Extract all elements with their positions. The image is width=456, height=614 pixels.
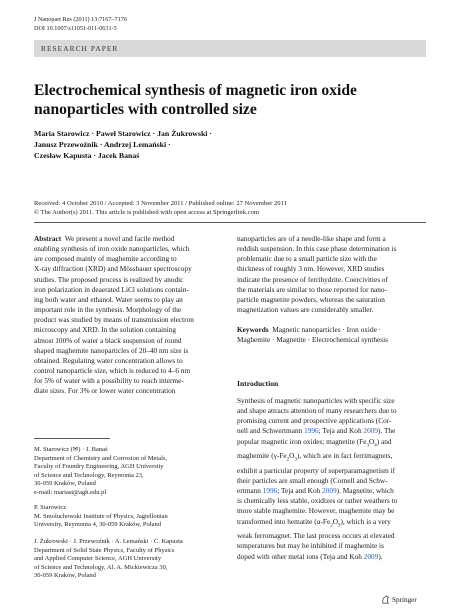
keywords-line: Maghemite · Magnetite · Electrochemical synthesis — [237, 335, 388, 345]
affiliation-line: 30-059 Kraków, Poland — [34, 480, 96, 487]
journal-header — [34, 16, 127, 33]
abstract-line: diate sizes. For 3% or lower water concentration — [34, 386, 176, 396]
author-line: Janusz Przewoźnik · Andrzej Lemański · — [34, 140, 171, 149]
keywords-heading: Keywords — [237, 325, 269, 334]
affiliation-line: University, Reymonta 4, 30-059 Kraków, Poland — [34, 521, 161, 528]
affiliation-block — [34, 446, 224, 497]
intro-line: maghemite $(\gamma-Fe_2O_3)$, which are in fact ferrimagnets, — [237, 451, 393, 463]
abstract-continued — [237, 234, 427, 315]
abstract-line: enabling synthesis of iron oxide nanoparticles, which — [34, 244, 190, 254]
abstract-line: reddish suspension. In this case phase determination is — [237, 244, 397, 254]
abstract-line: problematic due to a small particle size with the — [237, 254, 377, 264]
abstract-line: for 5% of water with a possibility to reach interme- — [34, 376, 184, 386]
section-label-bar — [34, 40, 426, 57]
intro-line: and shape attracts attention of many researchers due to — [237, 406, 397, 416]
abstract-line: obtained. Regulating water concentration allows to — [34, 355, 183, 365]
intro-line: promising current and prospective applications (Cor- — [237, 416, 392, 426]
affiliation-line: Department of Chemistry and Corrosion of Metals, — [34, 454, 168, 462]
publication-dates — [34, 200, 434, 217]
intro-line: doped with other metal ions (Teja and Koh 2009). — [237, 551, 383, 561]
introduction-heading: Introduction — [237, 379, 279, 388]
abstract-line: microscopy and XRD. In the solution containing — [34, 325, 177, 335]
abstract-line: magnetization values are considerably smaller. — [237, 305, 374, 315]
abstract-line: particle magnetite powders, whereas the saturation — [237, 294, 385, 304]
abstract-line: thickness of roughly 3 nm. However, XRD studies — [237, 264, 385, 274]
divider — [34, 222, 426, 223]
springer-horse-icon — [381, 595, 390, 604]
intro-line: popular magnetic iron oxides; magnetite $(Fe_3O_4)$ and — [237, 436, 392, 449]
intro-line: more stable maghemite. However, maghemite may be — [237, 506, 395, 516]
intro-line: nell and Schwertmann 1996; Teja and Koh 2009). The — [237, 426, 396, 436]
keywords — [237, 325, 427, 345]
affiliation-line: M. Smoluchowski Institute of Physics, Jagiellonian — [34, 512, 168, 520]
abstract-line: shaped maghemite nanoparticles of 20–40 nm size is — [34, 345, 189, 355]
abstract-line: the materials are similar to those reported for nano- — [237, 284, 387, 294]
publisher-name: Springer — [392, 596, 417, 604]
abstract — [34, 234, 224, 397]
footnote-divider — [34, 438, 110, 439]
intro-line: transformed into hematite $(\alpha-Fe_2O_3)$, which is a very — [237, 516, 391, 529]
abstract-line: ing both water and ethanol. Water seems to play an — [34, 294, 183, 304]
intro-line: their particles are small enough (Cornell and Schw- — [237, 476, 388, 485]
intro-line: ertmann 1996; Teja and Koh 2009). Magnetite, which — [237, 486, 394, 496]
intro-line: temperatures but may be inhibited if maghemite is — [237, 541, 384, 551]
author-line: Czesław Kapusta · Jacek Banaś — [34, 151, 140, 160]
doi[interactable]: DOI 10.1007/s11051-011-0631-5 — [34, 24, 117, 32]
abstract-line: nanoparticles are of a needle-like shape and form a — [237, 234, 386, 243]
author-line: Maria Starowicz · Paweł Starowicz · Jan Żukrowski · — [34, 129, 213, 138]
abstract-line: important role in the synthesis. Morphology of the — [34, 305, 182, 315]
affiliation-line: J. Żukrowski · J. Przewoźnik · A. Lemański · C. Kapusta — [34, 538, 183, 545]
abstract-line: X-ray diffraction (XRD) and Mössbauer spectroscopy — [34, 264, 192, 274]
author-list — [34, 128, 374, 161]
copyright-line: © The Author(s) 2011. This article is published with open access at Springerlink.com — [34, 208, 260, 216]
intro-line: weak ferromagnet. The last process occurs at elevated — [237, 531, 395, 541]
affiliation-line: of Science and Technology, Al. A. Mickiewicza 30, — [34, 563, 168, 571]
affiliation-block — [34, 504, 224, 530]
affiliation-line: of Science and Technology, Reymonta 23, — [34, 471, 144, 479]
abstract-heading: Abstract — [34, 234, 62, 243]
affiliation-line: and Applied Computer Science, AGH University — [34, 555, 162, 562]
journal-citation: J Nanopart Res (2011) 13:7167–7176 — [34, 16, 127, 23]
affiliation-line: Department of Solid State Physics, Faculty of Physics — [34, 546, 175, 554]
abstract-line: iron polarization in deaerated LiCl solutions contain- — [34, 284, 189, 294]
affiliation-line: M. Starowicz (✉) · J. Banaś — [34, 446, 108, 453]
publisher-logo — [381, 595, 417, 604]
abstract-line: indicate the presence of ferrihydrite. Coercivities of — [237, 274, 388, 284]
intro-line: is chemically less stable, oxidizes or rather weathers to — [237, 496, 398, 506]
received-accepted-line: Received: 4 October 2010 / Accepted: 3 November 2011 / Published online: 27 November 2011 — [34, 200, 287, 207]
abstract-line: Abstract We present a novel and facile method — [34, 234, 175, 243]
affiliation-line: P. Starowicz — [34, 504, 67, 511]
affiliation-line: Faculty of Foundry Engineering, AGH University — [34, 463, 164, 470]
intro-line: Synthesis of magnetic nanoparticles with specific size — [237, 396, 395, 405]
abstract-line: studies. The proposed process is realized by anodic — [34, 274, 184, 284]
abstract-line: are composed mainly of maghemite according to — [34, 254, 177, 264]
affiliation-line: 30-059 Kraków, Poland — [34, 572, 96, 579]
section-label: RESEARCH PAPER — [41, 44, 119, 53]
intro-line: exhibit a particular property of superparamagnetism if — [237, 465, 396, 475]
abstract-line: control nanoparticle size, which is reduced to 4–6 nm — [34, 366, 191, 376]
article-title: Electrochemical synthesis of magnetic iron oxide nanoparticles with controlled size — [34, 82, 357, 118]
abstract-line: product was studied by means of transmission electron — [34, 315, 194, 325]
abstract-line: almost 100% of water a black suspension of round — [34, 335, 182, 345]
affiliation-block — [34, 538, 224, 581]
email-link[interactable]: e-mail: mariast@agh.edu.pl — [34, 488, 107, 496]
keywords-line: Magnetic nanoparticles · Iron oxide · — [272, 325, 382, 334]
introduction-body — [237, 396, 427, 562]
